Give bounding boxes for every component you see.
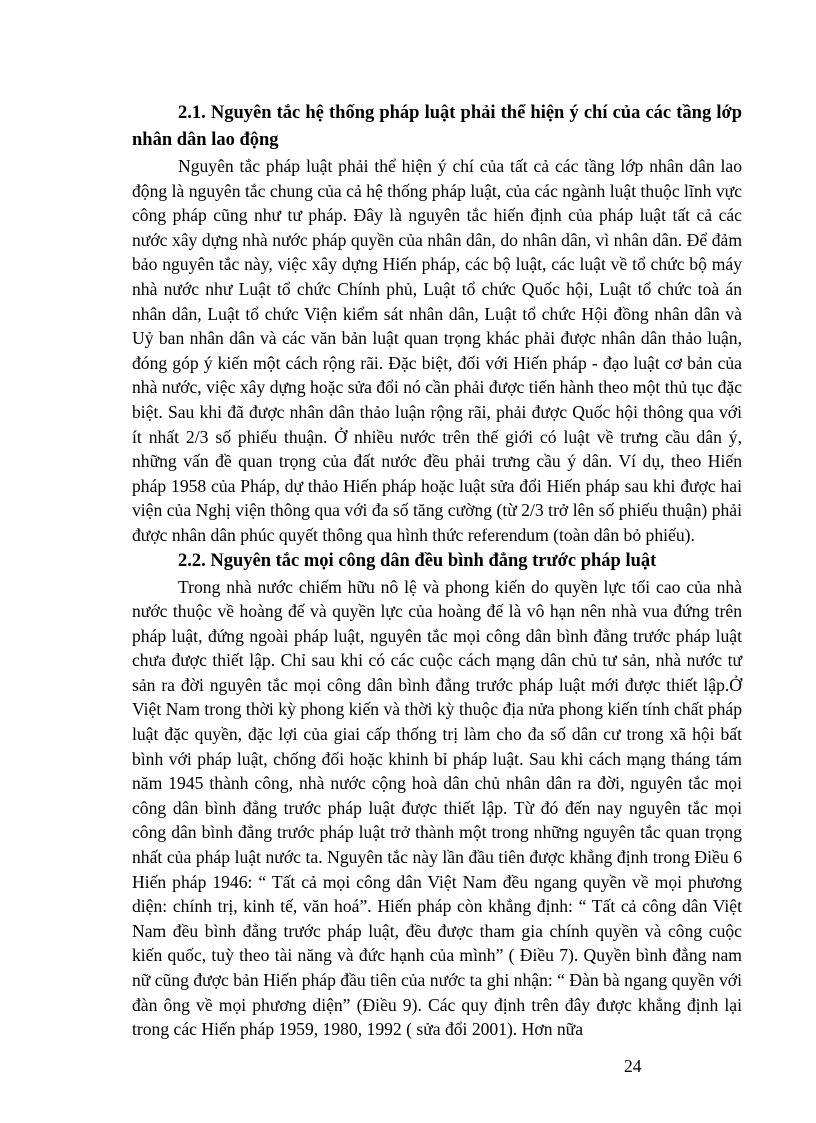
section-paragraph-2-1: Nguyên tắc pháp luật phải thể hiện ý chí của tất cả các tầng lớp nhân dân lao động là nguyên tắc chung của cả hệ thống pháp luật, của các ngành luật thuộc lĩnh vực công pháp cũng như tư pháp. Đây là nguyên tắc hiến định của pháp luật tất cả các nước xây dựng nhà nước pháp quyền của nhân dân, do nhân dân, vì nhân dân. Để đảm bảo nguyên tắc này, việc xây dựng Hiến pháp, các bộ luật, các luật về tổ chức bộ máy nhà nước như Luật tổ chức Chính phủ, Luật tổ chức Quốc hội, Luật tổ chức toà án nhân dân, Luật tổ chức Viện kiểm sát nhân dân, Luật tổ chức Hội đồng nhân dân và Uỷ ban nhân dân và các văn bản luật quan trọng khác phải được nhân dân thảo luận, đóng góp ý kiến một cách rộng rãi. Đặc biệt, đối với Hiến pháp - đạo luật cơ bản của nhà nước, việc xây dựng hoặc sửa đổi nó cần phải được tiến hành theo một thủ tục đặc biệt. Sau khi đã được nhân dân thảo luận rộng rãi, phải được Quốc hội thông qua với ít nhất 2/3 số phiếu thuận. Ở nhiều nước trên thế giới có luật về trưng cầu dân ý, những vấn đề quan trọng của đất nước đều phải trưng cầu ý dân. Ví dụ, theo Hiến pháp 1958 của Pháp, dự thảo Hiến pháp hoặc luật sửa đổi Hiến pháp sau khi được hai viện của Nghị viện thông qua với đa số tăng cường (từ 2/3 trở lên số phiếu thuận) phải được nhân dân phúc quyết thông qua hình thức referendum (toàn dân bỏ phiếu). bbox=[132, 156, 742, 545]
page-number: 24 bbox=[624, 1056, 642, 1076]
section-paragraph-2-2: Trong nhà nước chiếm hữu nô lệ và phong kiến do quyền lực tối cao của nhà nước thuộc về hoàng đế và quyền lực của hoàng đế là vô hạn nên nhà vua đứng trên pháp luật, đứng ngoài pháp luật, nguyên tắc mọi công dân bình đẳng trước pháp luật chưa được thiết lập. Chỉ sau khi có các cuộc cách mạng dân chủ tư sản, nhà nước tư sản ra đời nguyên tắc mọi công dân bình đẳng trước pháp luật mới được thiết lập.Ở Việt Nam trong thời kỳ phong kiến và thời kỳ thuộc địa nửa phong kiến tính chất pháp luật đặc quyền, đặc lợi của giai cấp thống trị làm cho đa số dân cư trong xã hội bất bình với pháp luật, chống đối hoặc khinh bỉ pháp luật. Sau khi cách mạng tháng tám năm 1945 thành công, nhà nước cộng hoà dân chủ nhân dân ra đời, nguyên tắc mọi công dân bình đẳng trước pháp luật được thiết lập. Từ đó đến nay nguyên tắc mọi công dân bình đẳng trước pháp luật trở thành một trong những nguyên tắc quan trọng nhất của pháp luật nước ta. Nguyên tắc này lần đầu tiên được khẳng định trong Điều 6 Hiến pháp 1946: “ Tất cả mọi công dân Việt Nam đều ngang quyền về mọi phương diện: chính trị, kinh tế, văn hoá”. Hiến pháp còn khẳng định: “ Tất cả công dân Việt Nam đều bình đẳng trước pháp luật, đều được tham gia chính quyền và công cuộc kiến quốc, tuỳ theo tài năng và đức hạnh của mình” ( Điều 7). Quyền bình đẳng nam nữ cũng được bản Hiến pháp đầu tiên của nước ta ghi nhận: “ Đàn bà ngang quyền với đàn ông về mọi phương diện” (Điều 9). Các quy định trên đây được khẳng định lại trong các Hiến pháp 1959, 1980, 1992 ( sửa đổi 2001). Hơn nữa bbox=[132, 576, 742, 1040]
section-heading-2-1: 2.1. Nguyên tắc hệ thống pháp luật phải thể hiện ý chí của các tầng lớp nhân dân lao động bbox=[132, 103, 742, 150]
page-content bbox=[132, 100, 742, 1042]
section-heading-2-2: 2.2. Nguyên tắc mọi công dân đều bình đẳng trước pháp luật bbox=[178, 550, 657, 571]
